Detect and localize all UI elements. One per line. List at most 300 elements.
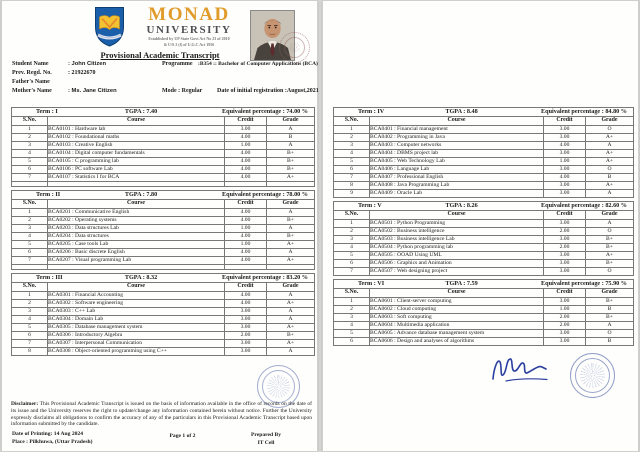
term-2-table [11, 190, 315, 270]
course-row [334, 228, 634, 236]
regd-no-value: : 21922670 [68, 70, 96, 76]
term-tgpa: TGPA : 8.48 [445, 107, 478, 115]
course-credit: 2.00 [544, 228, 586, 236]
course-row [12, 324, 315, 332]
course-sno: 5 [12, 158, 48, 166]
student-name-label: Student Name [12, 61, 49, 67]
date-of-printing: Date of Printing: 14 Aug 2024 [12, 431, 84, 437]
terms-right-column [333, 107, 634, 349]
course-sno: 6 [12, 332, 48, 340]
regd-no-label: Prev. Regd. No. [12, 70, 52, 76]
column-header-row [334, 289, 634, 298]
term-label: Term : II [36, 190, 61, 198]
grade-header: Grade [586, 289, 634, 298]
course-row [334, 252, 634, 260]
course-title: BCA0105 : C programming lab [48, 158, 225, 166]
course-credit: 3.00 [544, 190, 586, 198]
term-summary-row [334, 280, 634, 289]
course-credit: 3.00 [544, 330, 586, 338]
course-sno: 6 [334, 166, 370, 174]
course-title: BCA0106 : PC software Lab [48, 166, 225, 174]
course-grade: A [267, 142, 315, 150]
course-sno: 1 [12, 209, 48, 217]
course-grade: O [586, 166, 634, 174]
course-sno: 4 [334, 150, 370, 158]
course-grade: B+ [267, 150, 315, 158]
document-title: Provisional Academic Transcript [100, 50, 220, 60]
course-grade: A+ [267, 241, 315, 249]
course-grade: A+ [586, 158, 634, 166]
course-row [334, 142, 634, 150]
course-credit: 4.00 [225, 158, 267, 166]
course-row [12, 150, 315, 158]
course-grade: A+ [267, 257, 315, 265]
course-title: BCA0306 : Introductory Algebra [48, 332, 225, 340]
course-row [12, 209, 315, 217]
course-sno: 1 [334, 220, 370, 228]
student-info-block [12, 61, 319, 107]
course-row [12, 340, 315, 348]
course-title: BCA0301 : Financial Accounting [48, 292, 225, 300]
course-row [12, 126, 315, 134]
course-credit: 4.00 [225, 233, 267, 241]
course-grade: B+ [586, 244, 634, 252]
course-credit: 4.00 [225, 249, 267, 257]
course-header: Course [370, 289, 544, 298]
sno-header: S.No. [334, 289, 370, 298]
course-title: BCA0107 : Statistics I for BCA [48, 174, 225, 182]
course-credit: 1.00 [225, 142, 267, 150]
course-credit: 3.00 [544, 338, 586, 346]
established-line-1: Established by UP State Govt Act No 23 of 2010 [148, 36, 230, 41]
term-4-table [333, 107, 634, 198]
course-title: BCA0102 : Foundational maths [48, 134, 225, 142]
course-header: Course [48, 283, 225, 292]
column-header-row [12, 117, 315, 126]
course-title: BCA0304 : Domain Lab [48, 316, 225, 324]
course-row [334, 190, 634, 198]
course-title: BCA0604 : Multimedia application [370, 322, 544, 330]
course-sno: 9 [334, 190, 370, 198]
course-credit: 1.00 [225, 225, 267, 233]
course-sno: 5 [12, 241, 48, 249]
course-grade: B+ [267, 166, 315, 174]
term-summary-row [12, 108, 315, 117]
established-line-2: & U/S 2 (f) of U.G.C Act 1956 [163, 41, 215, 47]
course-row [334, 182, 634, 190]
course-header: Course [370, 117, 544, 126]
credit-header: Credit [544, 117, 586, 126]
grade-header: Grade [586, 211, 634, 220]
course-grade: A [267, 348, 315, 356]
course-sno: 2 [12, 300, 48, 308]
course-sno: 3 [12, 142, 48, 150]
course-row [12, 316, 315, 324]
course-grade: A [586, 142, 634, 150]
course-credit: 3.00 [544, 134, 586, 142]
course-row [334, 236, 634, 244]
course-title: BCA0205 : Case tools Lab [48, 241, 225, 249]
course-sno: 3 [334, 314, 370, 322]
course-title: BCA0502 : Business intelligence [370, 228, 544, 236]
course-row [334, 260, 634, 268]
term-summary-row [12, 274, 315, 283]
course-credit: 4.00 [225, 134, 267, 142]
course-grade: O [586, 228, 634, 236]
term-3-table [11, 273, 315, 356]
course-header: Course [48, 200, 225, 209]
course-title: BCA0506 : Graphics and Animation [370, 260, 544, 268]
course-grade: A [267, 292, 315, 300]
sno-header: S.No. [334, 117, 370, 126]
course-row [334, 298, 634, 306]
grade-header: Grade [267, 200, 315, 209]
course-row [334, 174, 634, 182]
course-title: BCA0402 : Programming in Java [370, 134, 544, 142]
term-label: Term : V [358, 201, 382, 209]
course-sno: 6 [334, 338, 370, 346]
term-equivalent-percentage: Equivalent percentage : 75.90 % [541, 279, 627, 287]
mode-value: Mode : Regular [162, 88, 203, 94]
course-grade: A [267, 316, 315, 324]
course-grade: B [586, 306, 634, 314]
course-title: BCA0606 : Design and analyses of algorithms [370, 338, 544, 346]
course-row [12, 158, 315, 166]
course-credit: 2.00 [544, 314, 586, 322]
course-row [334, 220, 634, 228]
course-credit: 3.00 [225, 316, 267, 324]
term-6-table [333, 279, 634, 346]
course-row [12, 241, 315, 249]
grade-header: Grade [267, 117, 315, 126]
course-grade: A+ [267, 324, 315, 332]
course-grade: O [586, 268, 634, 276]
course-credit: 3.00 [544, 182, 586, 190]
course-title: BCA0101 : Hardware lab [48, 126, 225, 134]
course-sno: 4 [12, 150, 48, 158]
course-title: BCA0207 : Visual programming Lab [48, 257, 225, 265]
course-row [12, 166, 315, 174]
grade-header: Grade [586, 117, 634, 126]
sno-header: S.No. [12, 200, 48, 209]
registrar-signature [486, 350, 568, 394]
course-title: BCA0602 : Cloud computing [370, 306, 544, 314]
course-grade: B [267, 134, 315, 142]
term-equivalent-percentage: Equivalent percentage : 84.80 % [541, 107, 627, 115]
course-row [334, 268, 634, 276]
course-credit: 3.00 [544, 260, 586, 268]
mother-name-value: : Ms. Jane Citizen [68, 88, 117, 94]
transcript-page-2 [322, 0, 639, 452]
course-credit: 2.00 [225, 332, 267, 340]
sno-header: S.No. [12, 283, 48, 292]
course-sno: 2 [334, 134, 370, 142]
course-sno: 6 [12, 249, 48, 257]
course-row [12, 257, 315, 265]
course-credit: 4.00 [544, 142, 586, 150]
course-sno: 7 [334, 174, 370, 182]
course-sno: 2 [334, 228, 370, 236]
course-row [12, 233, 315, 241]
course-grade: A+ [267, 174, 315, 182]
course-row [334, 338, 634, 346]
course-credit: 3.00 [225, 324, 267, 332]
course-grade: B+ [586, 314, 634, 322]
course-row [12, 134, 315, 142]
course-title: BCA0505 : OOAD Using UML [370, 252, 544, 260]
course-sno: 2 [12, 217, 48, 225]
course-sno: 7 [334, 268, 370, 276]
course-grade: A+ [586, 150, 634, 158]
course-sno: 1 [334, 298, 370, 306]
course-grade: B+ [267, 332, 315, 340]
credit-header: Credit [225, 200, 267, 209]
course-title: BCA0401 : Financial management [370, 126, 544, 134]
course-title: BCA0302 : Software engineering [48, 300, 225, 308]
sno-header: S.No. [12, 117, 48, 126]
course-title: BCA0305 : Database management system [48, 324, 225, 332]
course-sno: 4 [334, 322, 370, 330]
course-title: BCA0104 : Digital computer fundamentals [48, 150, 225, 158]
course-row [12, 348, 315, 356]
course-title: BCA0204 : Data structures [48, 233, 225, 241]
course-sno: 7 [12, 174, 48, 182]
course-credit: 1.00 [544, 306, 586, 314]
course-credit: 3.00 [225, 348, 267, 356]
course-credit: 4.00 [225, 217, 267, 225]
course-grade: B+ [586, 298, 634, 306]
university-name-block [127, 5, 251, 48]
credit-header: Credit [225, 117, 267, 126]
empty-row [12, 265, 315, 270]
course-grade: A [267, 225, 315, 233]
course-row [334, 330, 634, 338]
prepared-by-line-2: IT Cell [257, 439, 275, 446]
term-tgpa: TGPA : 8.32 [124, 273, 158, 281]
course-title: BCA0404 : DBMS project lab [370, 150, 544, 158]
course-credit: 3.00 [544, 126, 586, 134]
course-credit: 4.00 [225, 292, 267, 300]
course-sno: 3 [12, 225, 48, 233]
course-row [12, 308, 315, 316]
course-grade: A+ [267, 340, 315, 348]
page-header [2, 3, 317, 61]
course-grade: B+ [267, 217, 315, 225]
course-sno: 3 [334, 236, 370, 244]
course-sno: 6 [334, 260, 370, 268]
term-summary-row [334, 108, 634, 117]
course-credit: 4.00 [225, 209, 267, 217]
course-sno: 2 [12, 134, 48, 142]
university-name: MONAD [148, 4, 230, 25]
course-sno: 1 [12, 126, 48, 134]
column-header-row [334, 117, 634, 126]
course-credit: 4.00 [544, 174, 586, 182]
course-sno: 5 [334, 252, 370, 260]
transcript-page-1 [1, 0, 318, 452]
course-title: BCA0501 : Python Programming [370, 220, 544, 228]
course-sno: 4 [334, 244, 370, 252]
course-credit: 4.00 [225, 257, 267, 265]
term-equivalent-percentage: Equivalent percentage : 82.60 % [541, 201, 627, 209]
course-grade: A [267, 209, 315, 217]
course-title: BCA0103 : Creative English [48, 142, 225, 150]
course-title: BCA0408 : Java Programming Lab [370, 182, 544, 190]
course-grade: A [267, 126, 315, 134]
empty-row [12, 182, 315, 187]
course-title: BCA0507 : Web designing project [370, 268, 544, 276]
course-title: BCA0303 : C++ Lab [48, 308, 225, 316]
course-row [334, 314, 634, 322]
course-sno: 4 [12, 233, 48, 241]
course-row [12, 249, 315, 257]
term-equivalent-percentage: Equivalent percentage : 74.00 % [222, 107, 308, 115]
disclaimer-label: Disclaimer: [11, 401, 39, 407]
footer-print-info [12, 431, 142, 447]
term-label: Term : VI [358, 279, 385, 287]
course-credit: 4.00 [225, 300, 267, 308]
course-row [334, 134, 634, 142]
course-title: BCA0405 : Web Technology Lab [370, 158, 544, 166]
course-grade: B+ [586, 236, 634, 244]
course-sno: 3 [12, 308, 48, 316]
course-credit: 1.00 [225, 241, 267, 249]
course-credit: 3.00 [544, 252, 586, 260]
disclaimer-body: This Provisional Academic Transcript is issued on the basis of information available in the office of records on the date of its issue and the University reserves the right to update/change any information contained herein without notice. Further the University expressly disclaims all obligations to confirm the accuracy of any of the particulars in this Provisional Academic Transcript based upon information submitted by the candidate. [11, 401, 312, 428]
course-title: BCA0201 : Communicative English [48, 209, 225, 217]
course-credit: 3.00 [225, 126, 267, 134]
grade-header: Grade [267, 283, 315, 292]
course-title: BCA0409 : Oracle Lab [370, 190, 544, 198]
term-tgpa: TGPA : 8.26 [445, 201, 478, 209]
course-credit: 3.00 [544, 150, 586, 158]
course-title: BCA0206 : Basic discrete English [48, 249, 225, 257]
course-row [334, 126, 634, 134]
term-label: Term : III [36, 273, 63, 281]
disclaimer-text [11, 401, 312, 428]
prepared-by [223, 431, 309, 447]
student-name-value: : John Citizen [68, 61, 106, 67]
credit-header: Credit [544, 211, 586, 220]
father-name-label: Father's Name [12, 79, 50, 85]
programme-label: Programme [162, 61, 193, 67]
course-credit: 3.00 [544, 236, 586, 244]
course-credit: 2.00 [544, 322, 586, 330]
column-header-row [334, 211, 634, 220]
term-tgpa: TGPA : 7.40 [124, 107, 158, 115]
course-header: Course [48, 117, 225, 126]
course-sno: 7 [12, 257, 48, 265]
course-title: BCA0403 : Computer networks [370, 142, 544, 150]
page-footer [12, 431, 309, 447]
course-grade: B [586, 338, 634, 346]
course-sno: 6 [12, 166, 48, 174]
course-title: BCA0407 : Professional English [370, 174, 544, 182]
course-title: BCA0503 : Business intelligence Lab [370, 236, 544, 244]
course-sno: 3 [334, 142, 370, 150]
course-grade: A+ [586, 252, 634, 260]
course-sno: 1 [334, 126, 370, 134]
sno-header: S.No. [334, 211, 370, 220]
course-row [12, 292, 315, 300]
course-credit: 4.00 [225, 174, 267, 182]
course-sno: 7 [12, 340, 48, 348]
course-title: BCA0504 : Python programming lab [370, 244, 544, 252]
term-label: Term : I [36, 107, 58, 115]
course-header: Course [370, 211, 544, 220]
column-header-row [12, 283, 315, 292]
term-summary-row [334, 202, 634, 211]
course-row [334, 166, 634, 174]
university-crest-icon [94, 6, 125, 47]
course-sno: 5 [334, 330, 370, 338]
credit-header: Credit [225, 283, 267, 292]
course-grade: A [267, 308, 315, 316]
course-grade: O [586, 126, 634, 134]
course-sno: 8 [12, 348, 48, 356]
term-5-table [333, 201, 634, 276]
course-row [12, 217, 315, 225]
course-grade: A+ [267, 300, 315, 308]
term-1-table [11, 107, 315, 187]
course-grade: A+ [586, 134, 634, 142]
course-grade: A [586, 220, 634, 228]
course-row [12, 225, 315, 233]
course-row [334, 158, 634, 166]
column-header-row [12, 200, 315, 209]
course-row [12, 174, 315, 182]
course-row [334, 244, 634, 252]
university-seal-stamp [570, 353, 615, 398]
programme-value: :B354 :: Bachelor of Computer Applications (BCA) [198, 61, 318, 67]
course-credit: 4.00 [225, 166, 267, 174]
course-credit: 3.00 [225, 308, 267, 316]
course-credit: 3.00 [544, 298, 586, 306]
course-row [12, 332, 315, 340]
course-sno: 4 [12, 316, 48, 324]
course-title: BCA0308 : Object-oriented programming using C++ [48, 348, 225, 356]
course-title: BCA0202 : Operating systems [48, 217, 225, 225]
course-title: BCA0605 : Advance database management system [370, 330, 544, 338]
course-grade: B [586, 174, 634, 182]
course-title: BCA0601 : Client-server computing [370, 298, 544, 306]
course-row [12, 142, 315, 150]
course-sno: 1 [12, 292, 48, 300]
credit-header: Credit [544, 289, 586, 298]
course-credit: 4.00 [225, 150, 267, 158]
course-grade: B+ [267, 158, 315, 166]
term-equivalent-percentage: Equivalent percentage : 78.00 % [222, 190, 308, 198]
course-grade: B+ [586, 260, 634, 268]
course-credit: 2.00 [544, 244, 586, 252]
course-grade: A [586, 190, 634, 198]
course-sno: 8 [334, 182, 370, 190]
course-title: BCA0603 : Soft computing [370, 314, 544, 322]
course-grade: A [267, 249, 315, 257]
course-credit: 3.00 [544, 268, 586, 276]
course-credit: 3.00 [544, 166, 586, 174]
course-grade: A [586, 322, 634, 330]
terms-left-column [11, 107, 315, 359]
course-row [334, 322, 634, 330]
page-number: Page 1 of 2 [169, 433, 196, 439]
course-title: BCA0203 : Data structures Lab [48, 225, 225, 233]
registration-date: Date of initial registration :August,2021 [217, 88, 319, 94]
term-tgpa: TGPA : 7.80 [124, 190, 158, 198]
term-summary-row [12, 191, 315, 200]
course-grade: B+ [267, 233, 315, 241]
course-grade: O [586, 330, 634, 338]
